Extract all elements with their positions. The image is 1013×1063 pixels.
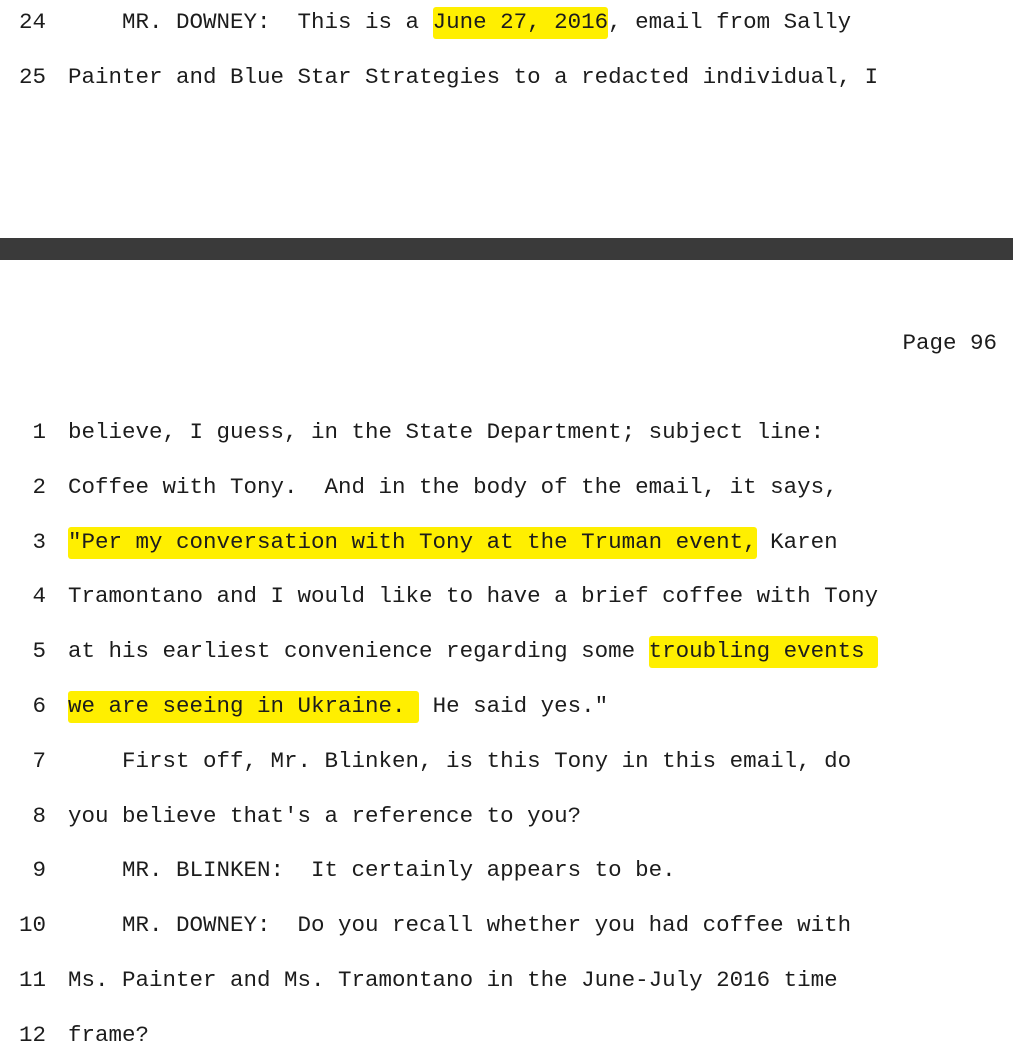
line-text: [68, 910, 851, 940]
line-text: [68, 746, 851, 776]
text-segment: Coffee with Tony. And in the body of the email, it says,: [68, 473, 838, 500]
text-segment: frame?: [68, 1021, 150, 1048]
line-text: [68, 691, 608, 721]
text-segment: Karen: [756, 528, 838, 555]
line-number: 11: [18, 967, 46, 993]
line-number: 1: [32, 419, 46, 445]
text-segment: MR. DOWNEY: Do you recall whether you had coffee with: [68, 912, 852, 939]
line-number: 12: [18, 1021, 46, 1048]
text-segment: First off, Mr. Blinken, is this Tony in this email, do: [68, 747, 852, 774]
text-segment: you believe that's a reference to you?: [68, 802, 582, 829]
text-segment: He said yes.": [419, 693, 609, 719]
text-segment: MR. DOWNEY: This is a: [68, 9, 433, 35]
line-number: 7: [32, 747, 46, 774]
line-number: 8: [32, 802, 46, 829]
line-text: [68, 965, 838, 995]
highlighted-text: we are seeing in Ukraine.: [68, 691, 419, 723]
page-divider: [0, 238, 1013, 260]
line-number: 25: [18, 64, 46, 90]
line-number: 6: [32, 693, 46, 719]
line-text: [68, 1020, 149, 1050]
line-number: 10: [18, 912, 46, 939]
text-segment: Ms. Painter and Ms. Tramontano in the June-July 2016 time: [68, 967, 838, 993]
highlighted-text: troubling events: [649, 636, 879, 668]
line-text: [68, 527, 838, 557]
line-number: 9: [32, 857, 46, 884]
text-segment: at his earliest convenience regarding some: [68, 638, 649, 665]
text-segment: , email from Sally: [608, 9, 852, 35]
line-text: [68, 62, 878, 92]
line-text: [68, 855, 676, 885]
line-text: [68, 7, 851, 37]
page-number-label: Page 96: [902, 330, 997, 356]
text-segment: Painter and Blue Star Strategies to a redacted individual, I: [68, 64, 879, 90]
line-number: 3: [32, 528, 46, 555]
line-number: 4: [32, 583, 46, 610]
text-segment: MR. BLINKEN: It certainly appears to be.: [68, 857, 676, 884]
text-segment: Tramontano and I would like to have a brief coffee with Tony: [68, 583, 879, 610]
line-number: 5: [32, 638, 46, 665]
line-text: [68, 417, 824, 447]
highlighted-text: "Per my conversation with Tony at the Truman event,: [68, 527, 757, 559]
line-text: [68, 581, 878, 611]
line-number: 2: [32, 473, 46, 500]
line-text: [68, 472, 838, 502]
highlighted-text: June 27, 2016: [433, 7, 609, 39]
line-text: [68, 636, 878, 666]
line-text: [68, 801, 581, 831]
text-segment: believe, I guess, in the State Department; subject line:: [68, 419, 825, 445]
line-number: 24: [18, 9, 46, 35]
